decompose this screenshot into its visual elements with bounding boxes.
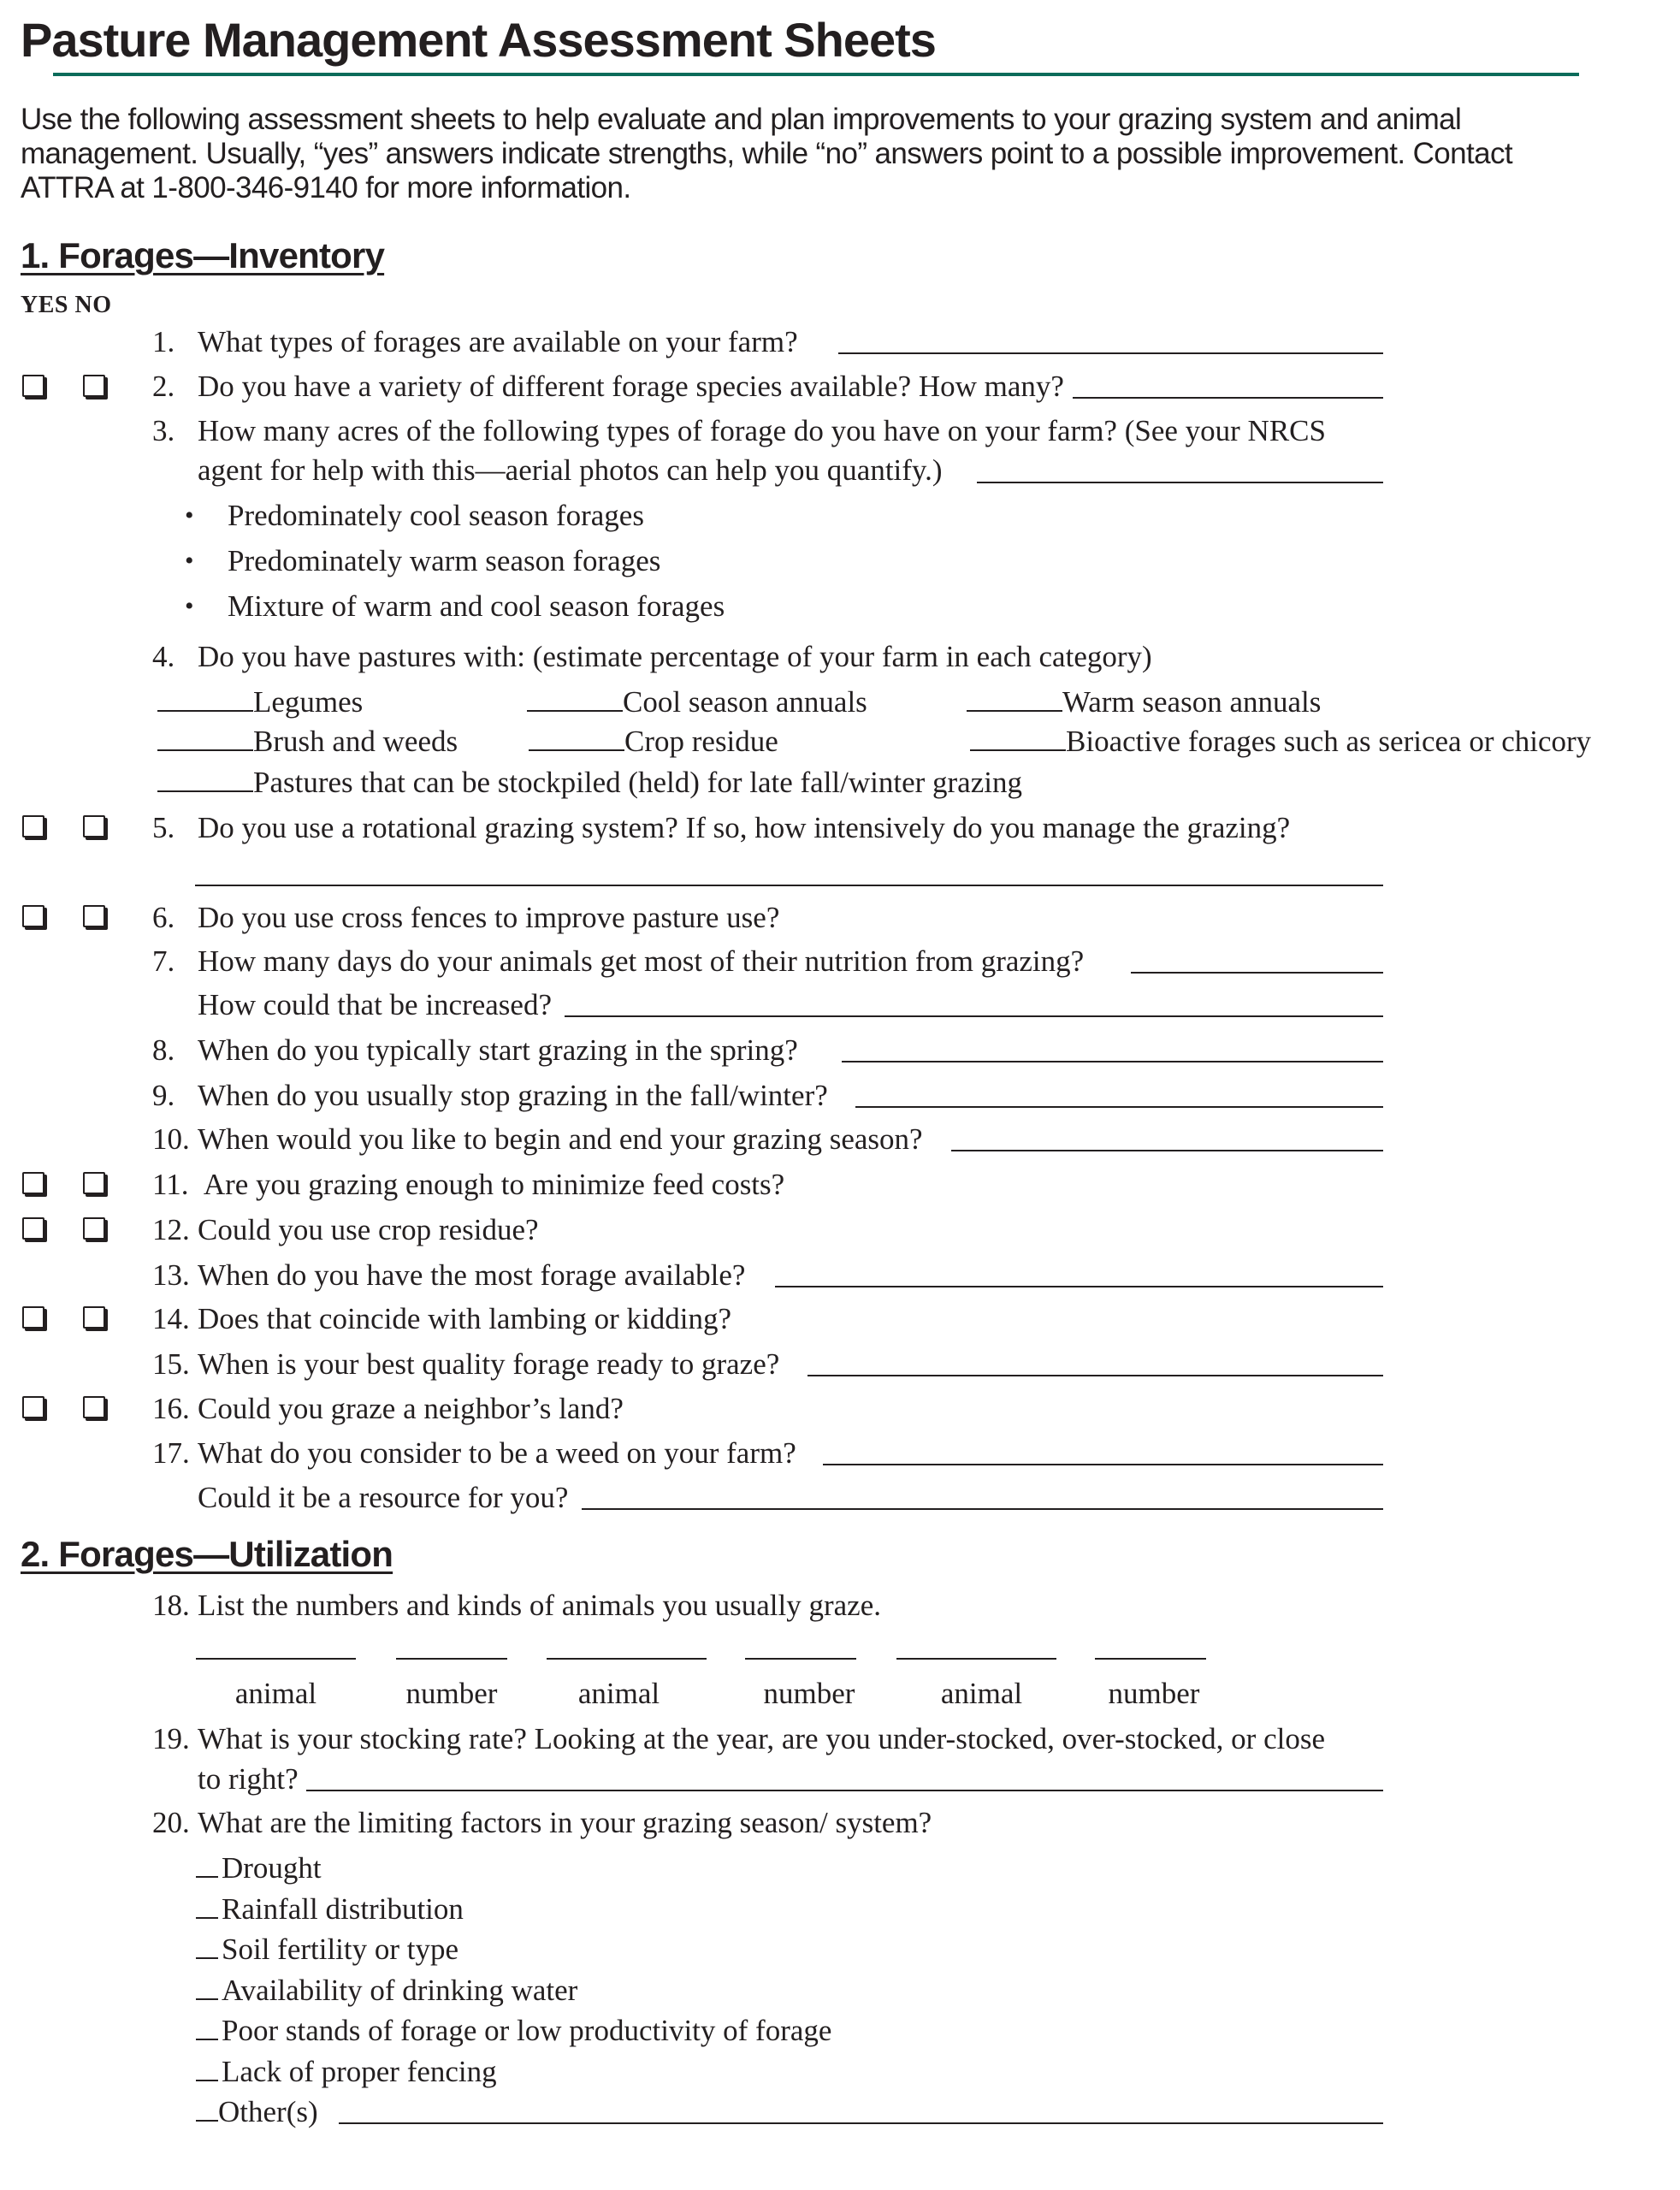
answer-blank[interactable]: [157, 790, 253, 792]
answer-line-q7a[interactable]: [1131, 972, 1383, 974]
question-number: 12.: [152, 1213, 190, 1246]
answer-line-q8[interactable]: [842, 1061, 1383, 1062]
question-number: 17.: [152, 1436, 190, 1470]
question-number: 15.: [152, 1347, 190, 1381]
q3-bullet-item: Predominately cool season forages: [228, 499, 644, 532]
answer-line-number-2[interactable]: [745, 1658, 856, 1660]
q4-option-label: Legumes: [253, 685, 364, 719]
question-12-text: Could you use crop residue?: [198, 1213, 539, 1246]
answer-line-other[interactable]: [339, 2122, 1383, 2124]
question-17-followup: Could it be a resource for you?: [198, 1481, 569, 1514]
q20-option-poor-stands: [196, 2014, 831, 2048]
title-rule: [53, 73, 1579, 76]
question-number: 6.: [152, 901, 175, 934]
question-15-text: When is your best quality forage ready to graze?: [198, 1347, 780, 1381]
question-5-text: Do you use a rotational grazing system? If so, how intensively do you manage the grazing?: [198, 811, 1291, 844]
q4-option-label: Warm season annuals: [1062, 685, 1322, 719]
q4-option-bioactive-forages: [970, 725, 1591, 759]
question-10-text: When would you like to begin and end your grazing season?: [198, 1122, 923, 1156]
answer-line-q10[interactable]: [951, 1150, 1383, 1151]
answer-line-animal-1[interactable]: [196, 1658, 356, 1660]
question-11-text: Are you grazing enough to minimize feed costs?: [198, 1168, 785, 1201]
question-18-text: List the numbers and kinds of animals you usually graze.: [198, 1589, 882, 1622]
q20-option-label: Other(s): [218, 2095, 318, 2128]
label-animal: animal: [234, 1677, 317, 1710]
question-3-text-line2: agent for help with this—aerial photos can help you quantify.): [198, 453, 943, 487]
question-number: 7.: [152, 944, 175, 978]
question-7-followup: How could that be increased?: [198, 988, 553, 1021]
label-animal: animal: [940, 1677, 1023, 1710]
check-blank[interactable]: [196, 1957, 218, 1959]
q20-option-label: Availability of drinking water: [222, 1974, 578, 2007]
q20-option-other: [196, 2095, 318, 2129]
q20-option-rainfall: [196, 1892, 464, 1927]
no-checkbox-q14[interactable]: [83, 1306, 105, 1329]
answer-line-q15[interactable]: [807, 1375, 1383, 1376]
q3-bullet-item: Predominately warm season forages: [228, 544, 661, 577]
question-number: 13.: [152, 1258, 190, 1292]
no-checkbox-q12[interactable]: [83, 1217, 105, 1240]
question-number: 8.: [152, 1033, 175, 1067]
question-9-text: When do you usually stop grazing in the fall/winter?: [198, 1079, 828, 1112]
question-number: 2.: [152, 370, 175, 403]
section-1-heading: 1. Forages—Inventory: [21, 235, 385, 275]
yes-checkbox-q16[interactable]: [22, 1396, 44, 1418]
answer-blank[interactable]: [157, 749, 253, 751]
question-number: 3.: [152, 414, 175, 447]
q4-option-legumes: [157, 685, 363, 719]
yes-checkbox-q14[interactable]: [22, 1306, 44, 1329]
intro-line-2: management. Usually, “yes” answers indicate strengths, while “no” answers point to a possible improvement. Contact: [21, 137, 1512, 170]
question-17-text: What do you consider to be a weed on your farm?: [198, 1436, 796, 1470]
bullet-icon: •: [185, 501, 194, 530]
intro-line-1: Use the following assessment sheets to help evaluate and plan improvements to your grazing system and animal: [21, 103, 1462, 136]
question-7-text: How many days do your animals get most of their nutrition from grazing?: [198, 944, 1085, 978]
question-4-text: Do you have pastures with: (estimate percentage of your farm in each category): [198, 640, 1152, 673]
yes-checkbox-q12[interactable]: [22, 1217, 44, 1240]
question-number: 14.: [152, 1302, 190, 1335]
answer-line-q5[interactable]: [195, 885, 1383, 886]
question-number: 20.: [152, 1806, 190, 1839]
q20-option-label: Soil fertility or type: [222, 1933, 459, 1966]
q4-option-label: Crop residue: [624, 725, 778, 758]
question-number: 11.: [152, 1168, 189, 1201]
answer-blank[interactable]: [157, 710, 253, 712]
no-checkbox-q11[interactable]: [83, 1172, 105, 1194]
answer-line-q17b[interactable]: [582, 1508, 1383, 1510]
q4-option-warm-season-annuals: [967, 685, 1321, 719]
q4-option-label: Bioactive forages such as sericea or chicory: [1066, 725, 1592, 758]
yes-checkbox-q5[interactable]: [22, 815, 44, 838]
check-blank[interactable]: [196, 1876, 218, 1878]
question-19-text-line2: to right?: [198, 1762, 299, 1796]
label-number: number: [763, 1677, 855, 1710]
question-number: 4.: [152, 640, 175, 673]
section-2-heading: 2. Forages—Utilization: [21, 1534, 393, 1574]
answer-blank[interactable]: [970, 749, 1066, 751]
question-number: 19.: [152, 1722, 190, 1755]
question-13-text: When do you have the most forage available?: [198, 1258, 746, 1292]
q20-option-water: [196, 1974, 577, 2008]
check-blank[interactable]: [196, 1917, 218, 1919]
bullet-icon: •: [185, 592, 194, 620]
q20-option-label: Poor stands of forage or low productivity of forage: [222, 2014, 832, 2047]
label-number: number: [1108, 1677, 1200, 1710]
question-14-text: Does that coincide with lambing or kidding?: [198, 1302, 732, 1335]
question-number: 16.: [152, 1392, 190, 1425]
q4-option-label: Pastures that can be stockpiled (held) for late fall/winter grazing: [253, 766, 1022, 799]
question-2-text: Do you have a variety of different forage species available? How many?: [198, 370, 1064, 403]
answer-blank[interactable]: [527, 710, 623, 712]
q4-option-stockpiled: [157, 766, 1022, 800]
check-blank[interactable]: [196, 2120, 218, 2122]
no-checkbox-q16[interactable]: [83, 1396, 105, 1418]
question-3-text-line1: How many acres of the following types of forage do you have on your farm? (See your NRCS: [198, 414, 1326, 447]
answer-blank[interactable]: [529, 749, 624, 751]
question-20-text: What are the limiting factors in your grazing season/ system?: [198, 1806, 932, 1839]
question-number: 9.: [152, 1079, 175, 1112]
q4-option-cool-season-annuals: [527, 685, 867, 719]
question-6-text: Do you use cross fences to improve pasture use?: [198, 901, 780, 934]
check-blank[interactable]: [196, 2080, 218, 2081]
no-checkbox-q2[interactable]: [83, 375, 105, 397]
question-8-text: When do you typically start grazing in the spring?: [198, 1033, 798, 1067]
label-animal: animal: [577, 1677, 660, 1710]
check-blank[interactable]: [196, 1998, 218, 2000]
q3-bullet-item: Mixture of warm and cool season forages: [228, 589, 725, 623]
q20-option-label: Lack of proper fencing: [222, 2055, 497, 2088]
answer-line-number-1[interactable]: [396, 1658, 507, 1660]
question-16-text: Could you graze a neighbor’s land?: [198, 1392, 624, 1425]
q4-option-brush-weeds: [157, 725, 458, 759]
check-blank[interactable]: [196, 2039, 218, 2040]
question-19-text-line1: What is your stocking rate? Looking at the year, are you under-stocked, over-stocked, or close: [198, 1722, 1325, 1755]
answer-line-q9[interactable]: [855, 1106, 1383, 1108]
answer-line-animal-3[interactable]: [896, 1658, 1056, 1660]
q20-option-soil: [196, 1933, 458, 1967]
page-title: Pasture Management Assessment Sheets: [21, 13, 936, 67]
q4-option-label: Brush and weeds: [253, 725, 458, 758]
intro-line-3: ATTRA at 1-800-346-9140 for more information.: [21, 171, 631, 204]
yes-checkbox-q6[interactable]: [22, 905, 44, 927]
no-checkbox-q5[interactable]: [83, 815, 105, 838]
answer-line-number-3[interactable]: [1095, 1658, 1206, 1660]
answer-line-animal-2[interactable]: [547, 1658, 707, 1660]
q20-option-label: Rainfall distribution: [222, 1892, 464, 1926]
answer-line-q7b[interactable]: [565, 1015, 1383, 1017]
answer-blank[interactable]: [967, 710, 1062, 712]
question-1-text: What types of forages are available on your farm?: [198, 325, 798, 358]
question-number: 18.: [152, 1589, 190, 1622]
yes-checkbox-q11[interactable]: [22, 1172, 44, 1194]
label-number: number: [405, 1677, 498, 1710]
yes-checkbox-q2[interactable]: [22, 375, 44, 397]
q4-option-label: Cool season annuals: [623, 685, 867, 719]
question-number: 1.: [152, 325, 175, 358]
q20-option-drought: [196, 1851, 322, 1885]
answer-line-q3[interactable]: [977, 482, 1383, 483]
answer-line-q19[interactable]: [306, 1790, 1383, 1791]
question-number: 10.: [152, 1122, 190, 1156]
answer-line-q1[interactable]: [838, 352, 1383, 354]
q4-option-crop-residue: [529, 725, 778, 759]
answer-line-q2[interactable]: [1073, 397, 1383, 399]
answer-line-q17a[interactable]: [823, 1464, 1383, 1465]
no-checkbox-q6[interactable]: [83, 905, 105, 927]
question-number: 5.: [152, 811, 175, 844]
q20-option-label: Drought: [222, 1851, 322, 1885]
yes-no-header: YES NO: [21, 292, 112, 318]
answer-line-q13[interactable]: [775, 1286, 1383, 1287]
bullet-icon: •: [185, 547, 194, 575]
q20-option-fencing: [196, 2055, 497, 2089]
